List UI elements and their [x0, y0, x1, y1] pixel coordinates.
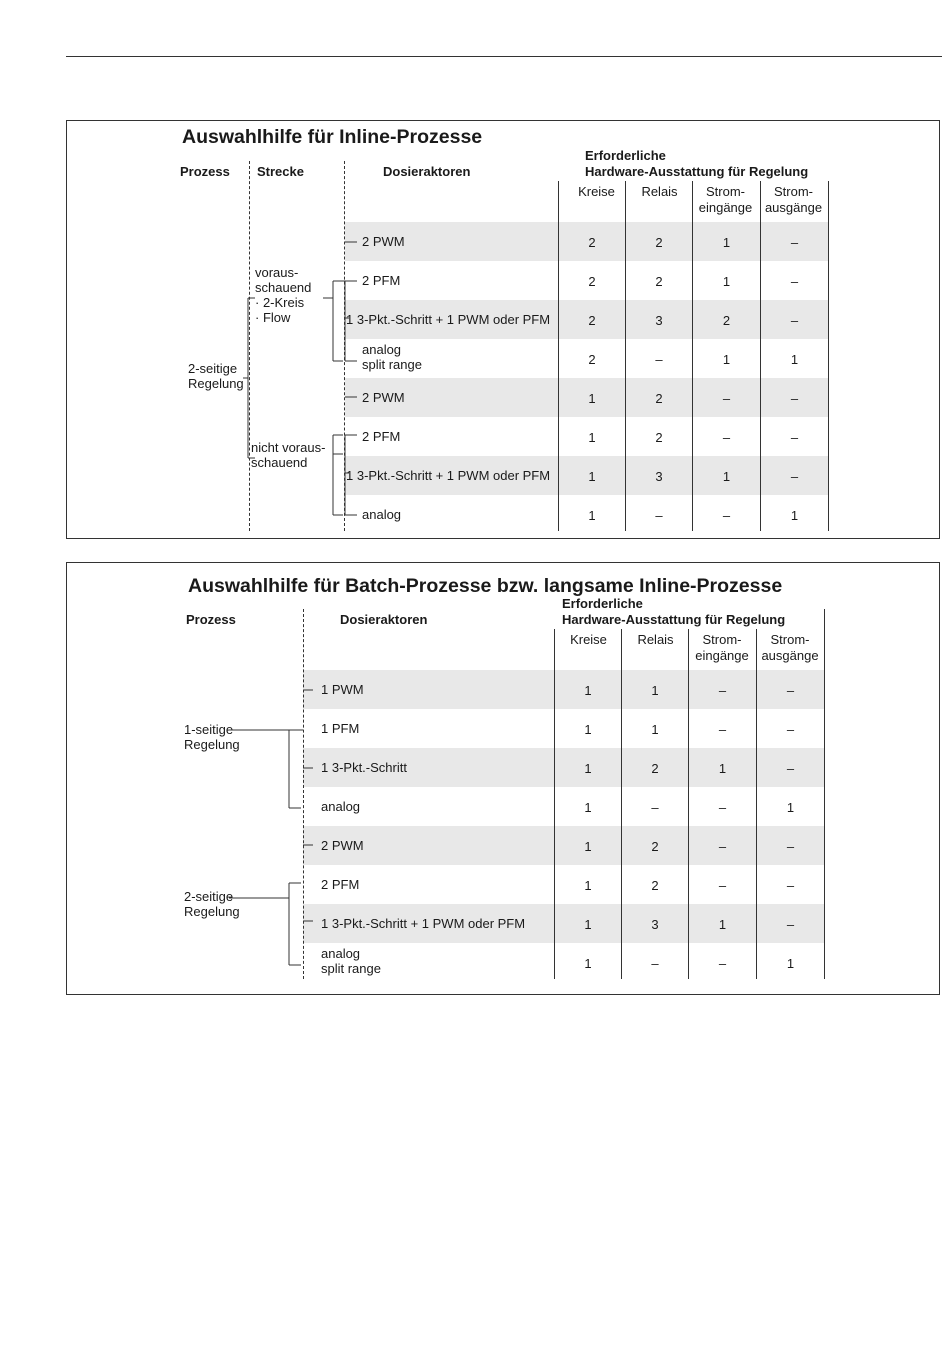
- batch-cell-kreise: 1: [584, 761, 592, 776]
- inline-cell-kreise: 1: [588, 469, 596, 484]
- batch-sub-kreise: Kreise: [570, 632, 607, 647]
- batch-actuator-label: analog: [321, 946, 361, 961]
- inline-strecke-a-4: · Flow: [255, 310, 291, 325]
- inline-actuator-label: 2 PWM: [362, 234, 405, 249]
- inline-header-hardware-2: Hardware-Ausstattung für Regelung: [585, 164, 809, 179]
- inline-cell-stromeingaenge: 1: [722, 274, 731, 289]
- batch-group-b-label-2: Regelung: [184, 904, 240, 919]
- inline-cell-relais: 2: [655, 391, 663, 406]
- inline-actuator-label: analog: [362, 507, 402, 522]
- batch-sub-relais: Relais: [637, 632, 674, 647]
- batch-cell-kreise: 1: [584, 917, 592, 932]
- batch-actuator-label: 1 PWM: [321, 682, 364, 697]
- inline-cell-relais: 3: [655, 313, 663, 328]
- batch-actuator-label: analog: [321, 799, 361, 814]
- batch-cell-kreise: 1: [584, 839, 592, 854]
- inline-actuator-label-2: split range: [362, 357, 422, 372]
- inline-cell-relais: 2: [655, 430, 663, 445]
- inline-sub-stromeingaenge-1: Strom-: [706, 184, 745, 199]
- inline-strecke-a-3: · 2-Kreis: [255, 295, 305, 310]
- inline-actuator-label: analog: [362, 342, 402, 357]
- inline-cell-kreise: 2: [588, 352, 596, 367]
- batch-cell-stromeingaenge: 1: [718, 761, 727, 776]
- batch-tree-connectors: [67, 563, 939, 994]
- inline-cell-kreise: 1: [588, 391, 596, 406]
- batch-cell-relais: –: [651, 956, 659, 971]
- inline-actuator-label: 2 PFM: [362, 429, 401, 444]
- batch-actuator-label-2: split range: [321, 961, 381, 976]
- inline-cell-stromausgaenge: 1: [790, 352, 799, 367]
- page-top-rule: [66, 56, 942, 57]
- batch-actuator-label: 1 3-Pkt.-Schritt: [321, 760, 407, 775]
- batch-actuator-label: 1 3-Pkt.-Schritt + 1 PWM oder PFM: [321, 916, 526, 931]
- inline-title: Auswahlhilfe für Inline-Prozesse: [182, 126, 483, 148]
- batch-cell-relais: 2: [651, 839, 659, 854]
- batch-cell-relais: 2: [651, 761, 659, 776]
- inline-sub-stromausgaenge-1: Strom-: [774, 184, 813, 199]
- batch-cell-stromeingaenge: –: [718, 800, 727, 815]
- inline-actuator-label: 1 3-Pkt.-Schritt + 1 PWM oder PFM: [346, 312, 551, 327]
- batch-cell-relais: 2: [651, 878, 659, 893]
- batch-cell-stromeingaenge: –: [718, 878, 727, 893]
- inline-cell-stromeingaenge: 2: [722, 313, 731, 328]
- inline-cell-stromeingaenge: 1: [722, 352, 731, 367]
- inline-strecke-b-1: nicht voraus-: [251, 440, 326, 455]
- inline-cell-stromausgaenge: –: [790, 469, 799, 484]
- inline-cell-relais: –: [655, 508, 663, 523]
- batch-cell-stromeingaenge: –: [718, 683, 727, 698]
- batch-header-hardware-2: Hardware-Ausstattung für Regelung: [562, 612, 786, 627]
- inline-cell-kreise: 2: [588, 274, 596, 289]
- batch-header-dosieraktoren: Dosieraktoren: [340, 612, 428, 627]
- batch-cell-relais: 3: [651, 917, 659, 932]
- batch-cell-stromausgaenge: 1: [786, 800, 795, 815]
- batch-group-a-label-1: 1-seitige: [184, 722, 234, 737]
- batch-cell-stromausgaenge: –: [786, 683, 795, 698]
- batch-actuator-label: 1 PFM: [321, 721, 360, 736]
- batch-cell-stromausgaenge: 1: [786, 956, 795, 971]
- batch-cell-stromausgaenge: –: [786, 878, 795, 893]
- batch-cell-relais: 1: [651, 722, 659, 737]
- inline-tree-connectors: [67, 121, 939, 538]
- inline-cell-relais: –: [655, 352, 663, 367]
- inline-cell-stromeingaenge: 1: [722, 469, 731, 484]
- inline-sub-relais: Relais: [641, 184, 678, 199]
- inline-cell-stromausgaenge: –: [790, 274, 799, 289]
- batch-cell-stromeingaenge: –: [718, 956, 727, 971]
- batch-group-b-label-1: 2-seitige: [184, 889, 234, 904]
- batch-cell-kreise: 1: [584, 800, 592, 815]
- inline-cell-stromausgaenge: –: [790, 430, 799, 445]
- batch-header-prozess: Prozess: [186, 612, 236, 627]
- inline-sub-stromeingaenge-2: eingänge: [698, 200, 753, 215]
- batch-header-hardware-1: Erforderliche: [562, 596, 643, 611]
- inline-prozess-label-2: Regelung: [188, 376, 244, 391]
- batch-sub-stromeingaenge-1: Strom-: [702, 632, 742, 647]
- inline-process-panel: [66, 120, 940, 539]
- batch-cell-kreise: 1: [584, 956, 592, 971]
- inline-prozess-label-1: 2-seitige: [188, 361, 238, 376]
- inline-cell-stromeingaenge: –: [722, 430, 731, 445]
- batch-sub-stromeingaenge-2: eingänge: [695, 648, 749, 663]
- inline-cell-stromeingaenge: 1: [722, 235, 731, 250]
- inline-header-dosieraktoren: Dosieraktoren: [383, 164, 471, 179]
- inline-cell-kreise: 2: [588, 313, 596, 328]
- batch-cell-kreise: 1: [584, 722, 592, 737]
- inline-sub-stromausgaenge-2: ausgänge: [764, 200, 823, 215]
- inline-actuator-label: 2 PFM: [362, 273, 401, 288]
- batch-cell-stromeingaenge: –: [718, 722, 727, 737]
- inline-cell-stromeingaenge: –: [722, 391, 731, 406]
- batch-cell-stromausgaenge: –: [786, 761, 795, 776]
- inline-cell-stromausgaenge: –: [790, 235, 799, 250]
- batch-actuator-label: 2 PWM: [321, 838, 364, 853]
- batch-group-a-label-2: Regelung: [184, 737, 240, 752]
- inline-cell-stromeingaenge: –: [722, 508, 731, 523]
- inline-header-hardware-1: Erforderliche: [585, 148, 666, 163]
- inline-cell-kreise: 1: [588, 508, 596, 523]
- batch-cell-stromausgaenge: –: [786, 917, 795, 932]
- inline-strecke-b-2: schauend: [251, 455, 308, 470]
- batch-cell-stromeingaenge: 1: [718, 917, 727, 932]
- batch-cell-kreise: 1: [584, 683, 592, 698]
- inline-actuator-label: 1 3-Pkt.-Schritt + 1 PWM oder PFM: [346, 468, 551, 483]
- inline-cell-kreise: 1: [588, 430, 596, 445]
- inline-cell-kreise: 2: [588, 235, 596, 250]
- inline-header-prozess: Prozess: [180, 164, 230, 179]
- inline-cell-relais: 2: [655, 274, 663, 289]
- batch-cell-stromausgaenge: –: [786, 839, 795, 854]
- inline-cell-relais: 3: [655, 469, 663, 484]
- inline-header-strecke: Strecke: [257, 164, 304, 179]
- inline-strecke-a-1: voraus-: [255, 265, 299, 280]
- inline-cell-stromausgaenge: 1: [790, 508, 799, 523]
- inline-sub-kreise: Kreise: [578, 184, 615, 199]
- batch-cell-stromeingaenge: –: [718, 839, 727, 854]
- inline-cell-stromausgaenge: –: [790, 391, 799, 406]
- batch-cell-stromausgaenge: –: [786, 722, 795, 737]
- inline-strecke-a-2: schauend: [255, 280, 312, 295]
- inline-cell-stromausgaenge: –: [790, 313, 799, 328]
- batch-process-panel: [66, 562, 940, 995]
- batch-title: Auswahlhilfe für Batch-Prozesse bzw. langsame Inline-Prozesse: [188, 575, 783, 597]
- batch-cell-relais: –: [651, 800, 659, 815]
- batch-cell-kreise: 1: [584, 878, 592, 893]
- batch-actuator-label: 2 PFM: [321, 877, 360, 892]
- inline-actuator-label: 2 PWM: [362, 390, 405, 405]
- batch-cell-relais: 1: [651, 683, 659, 698]
- batch-sub-stromausgaenge-2: ausgänge: [761, 648, 819, 663]
- inline-cell-relais: 2: [655, 235, 663, 250]
- batch-sub-stromausgaenge-1: Strom-: [770, 632, 810, 647]
